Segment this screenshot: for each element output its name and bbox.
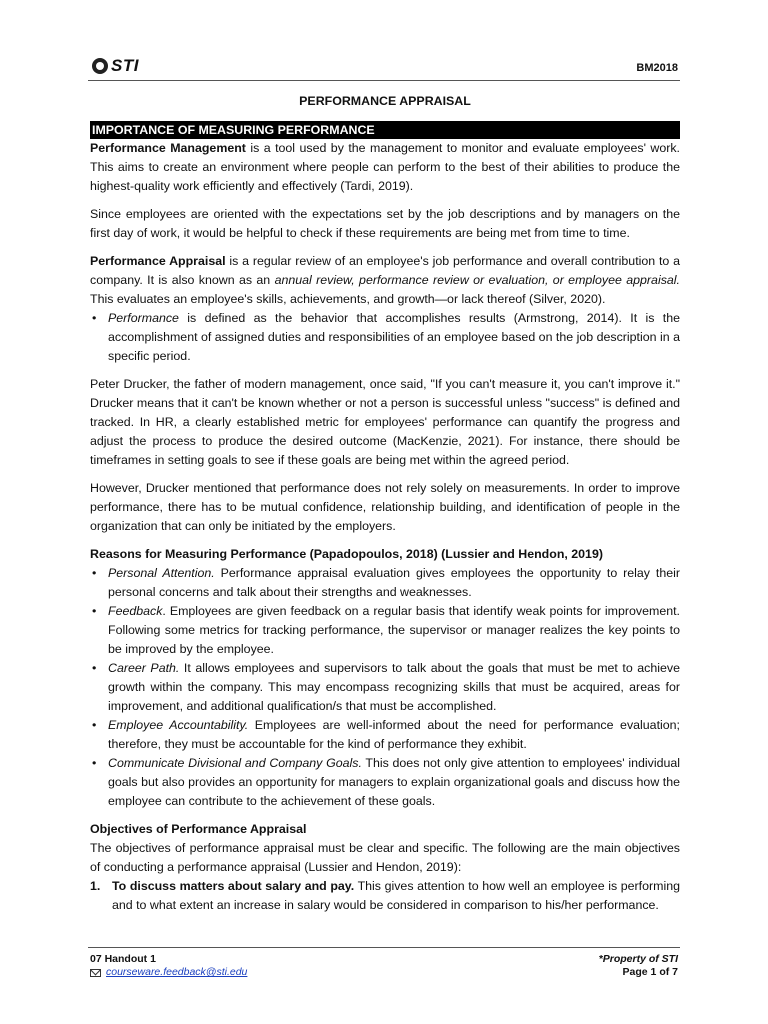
list-item: • Career Path. It allows employees and supervisors to talk about the goals that must be met to achieve growth within the company. This may encompass recognizing skills that must be acquired, areas for improvement, and additional qualification/s that must be accomplished. <box>90 659 680 716</box>
header-rule <box>88 80 680 81</box>
logo-text: STI <box>111 56 139 75</box>
footer-right <box>599 953 678 979</box>
list-item: • Communicate Divisional and Company Goals. This does not only give attention to employees' individual goals but also provides an opportunity for managers to explain organizational goals and discuss how the employee can contribute to the achievement of these goals. <box>90 754 680 811</box>
property-label: *Property of STI <box>598 953 678 965</box>
footer-left <box>90 953 247 979</box>
footer-rule <box>88 947 680 948</box>
paragraph-performance-appraisal: Performance Appraisal is a regular review of an employee's job performance and overall contribution to a company. It is also known as an annual review, performance review or evaluation, or employee appraisal. This evaluates an employee's skills, achievements, and growth—or lack thereof (Silver, 2020). <box>90 254 680 306</box>
list-item: • Performance is defined as the behavior that accomplishes results (Armstrong, 2014). It is the accomplishment of assigned duties and responsibilities of an employee based on the job description in a specific period. <box>90 309 680 366</box>
page-title: PERFORMANCE APPRAISAL <box>299 94 471 108</box>
document-code: BM2018 <box>636 62 678 74</box>
paragraph-performance-management: Performance Management is a tool used by the management to monitor and evaluate employees' work. This aims to create an environment where people can perform to the best of their abilities to produce the highest-quality work efficiently and effectively (Tardi, 2019). <box>90 141 680 193</box>
section-bar: IMPORTANCE OF MEASURING PERFORMANCE <box>90 121 680 139</box>
feedback-email-link[interactable]: courseware.feedback@sti.edu <box>106 966 248 978</box>
paragraph-orientation: Since employees are oriented with the expectations set by the job descriptions and by managers on the first day of work, it would be helpful to check if these requirements are being met from time to time. <box>90 207 680 240</box>
paragraph-drucker-however: However, Drucker mentioned that performance does not rely solely on measurements. In order to improve performance, there has to be mutual confidence, relationship building, and identification of people in the organization that can only be initiated by the employers. <box>90 481 680 533</box>
list-item: 1. To discuss matters about salary and pay. This gives attention to how well an employee is performing and to what extent an increase in salary would be considered in comparison to his/her performance. <box>90 879 680 912</box>
objectives-intro: The objectives of performance appraisal must be clear and specific. The following are the main objectives of conducting a performance appraisal (Lussier and Hendon, 2019): <box>90 841 680 874</box>
list-item: • Personal Attention. Performance appraisal evaluation gives employees the opportunity to relay their personal concerns and talk about their strengths and weaknesses. <box>90 564 680 602</box>
feedback-email-row <box>90 966 247 979</box>
list-item: • Feedback. Employees are given feedback on a regular basis that identify weak points for improvement. Following some metrics for tracking performance, the supervisor or manager realizes the key points to be improved by the employee. <box>90 602 680 659</box>
paragraph-drucker: Peter Drucker, the father of modern management, once said, "If you can't measure it, you can't improve it." Drucker means that it can't be known whether or not a person is successful unless "success" is defined and tracked. In HR, a clearly established metric for employees' performance can quantify the progress and adjust the process to produce the desired outcome (MacKenzie, 2021). For instance, there should be timeframes in setting goals to see if these goals are being met within the agreed period. <box>90 377 680 467</box>
performance-definition-list <box>90 309 680 366</box>
objectives-list <box>90 877 680 915</box>
reasons-heading: Reasons for Measuring Performance (Papadopoulos, 2018) (Lussier and Hendon, 2019) <box>90 547 603 561</box>
envelope-icon <box>90 969 101 977</box>
objectives-heading: Objectives of Performance Appraisal <box>90 822 307 836</box>
document-body <box>90 92 680 915</box>
reasons-list <box>90 564 680 811</box>
sti-logo-icon <box>92 58 108 74</box>
page-number: Page 1 of 7 <box>622 966 678 978</box>
list-item: • Employee Accountability. Employees are well-informed about the need for performance evaluation; therefore, they must be accountable for the kind of performance they exhibit. <box>90 716 680 754</box>
sti-logo <box>92 56 139 76</box>
handout-label: 07 Handout 1 <box>90 953 156 965</box>
